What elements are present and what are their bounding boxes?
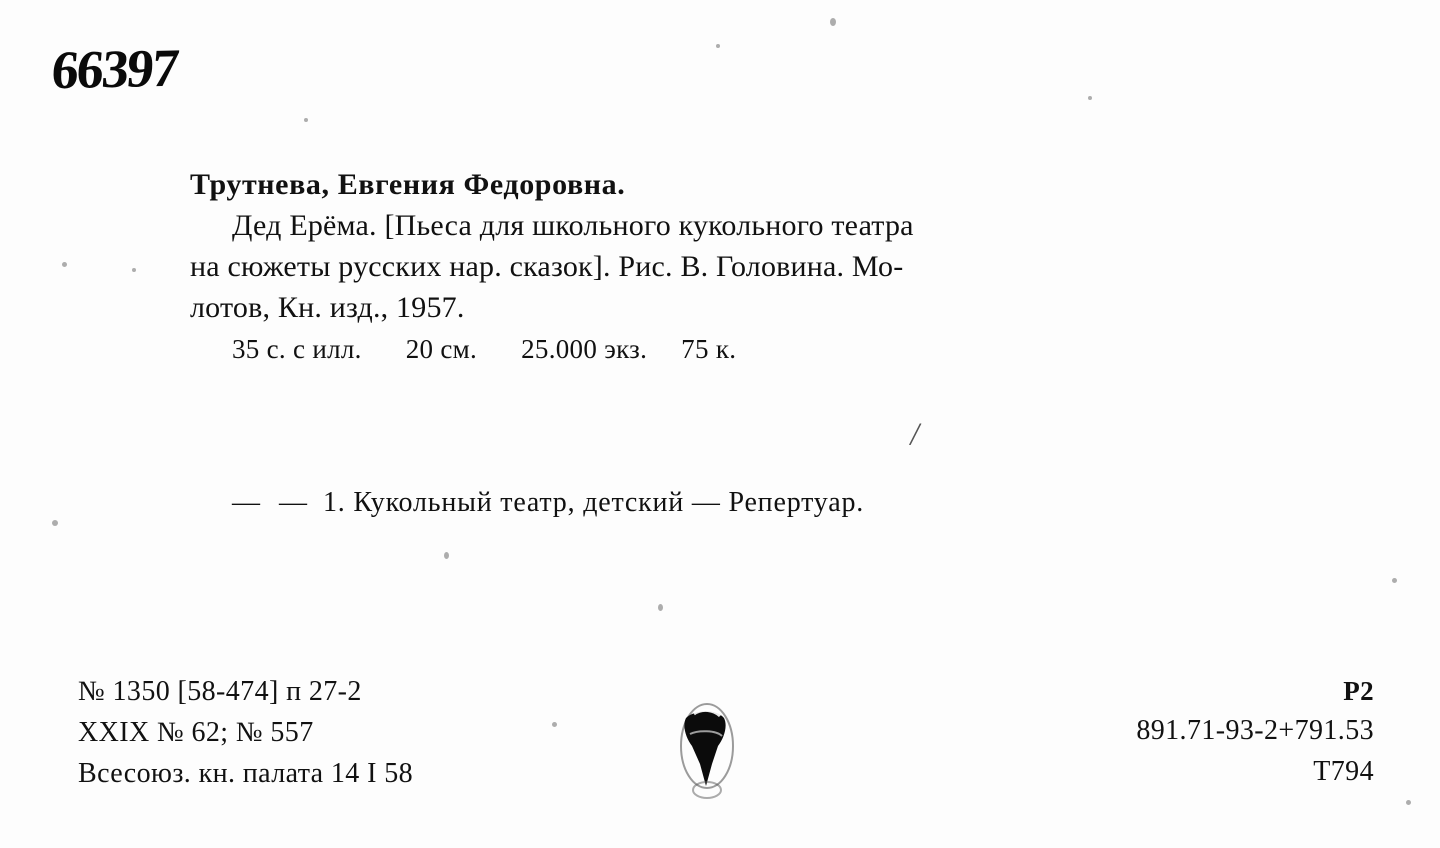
title-line-2: на сюжеты русских нар. сказок]. Рис. В. Головина. Мо- (190, 249, 904, 283)
classification-top: Р2 (1343, 676, 1374, 706)
title-line-3: лотов, Кн. изд., 1957. (190, 290, 465, 324)
title-line-1-text: Дед Ерёма. [Пьеса для школьного кукольного театра (232, 209, 914, 242)
footer-left-line-2: XXIX № 62; № 557 (78, 716, 314, 748)
paper-speck (52, 520, 58, 526)
paper-speck (1392, 578, 1397, 583)
paper-speck (716, 44, 720, 48)
paper-speck (658, 604, 663, 611)
accession-number: 66397 (49, 37, 180, 101)
footer-right-block (1136, 672, 1374, 793)
collation-price: 75 к. (681, 334, 737, 365)
author-heading: Трутнева, Евгения Федоровна. (190, 168, 626, 201)
classification-udc: 891.71-93-2+791.53 (1136, 715, 1374, 747)
collation-line (190, 334, 1370, 365)
tracing-text: 1. Кукольный театр, детский — Репертуар. (323, 487, 865, 518)
footer-left-line-1: № 1350 [58-474] п 27-2 (78, 676, 362, 707)
title-line-1 (190, 206, 1370, 247)
footer-left-line-3: Всесоюз. кн. палата 14 I 58 (78, 757, 414, 789)
tracing-dashes: — — (232, 487, 313, 518)
tracing-note (232, 487, 864, 519)
paper-speck (444, 552, 449, 559)
pencil-slash-mark: / (907, 415, 923, 454)
collation-size: 20 см. (405, 334, 478, 365)
paper-speck (132, 268, 136, 272)
paper-speck (1406, 800, 1411, 805)
main-entry-block (190, 168, 1370, 365)
paper-speck (552, 722, 557, 727)
paper-speck (830, 18, 836, 26)
author-mark: Т794 (1313, 756, 1374, 788)
title-statement (190, 206, 1370, 328)
footer-left-block (78, 672, 413, 795)
paper-speck (62, 262, 67, 267)
collation-pages: 35 с. с илл. (232, 334, 362, 365)
library-ink-stamp (672, 694, 742, 802)
paper-speck (304, 118, 308, 122)
collation-print-run: 25.000 экз. (521, 334, 648, 365)
paper-speck (1088, 96, 1092, 100)
